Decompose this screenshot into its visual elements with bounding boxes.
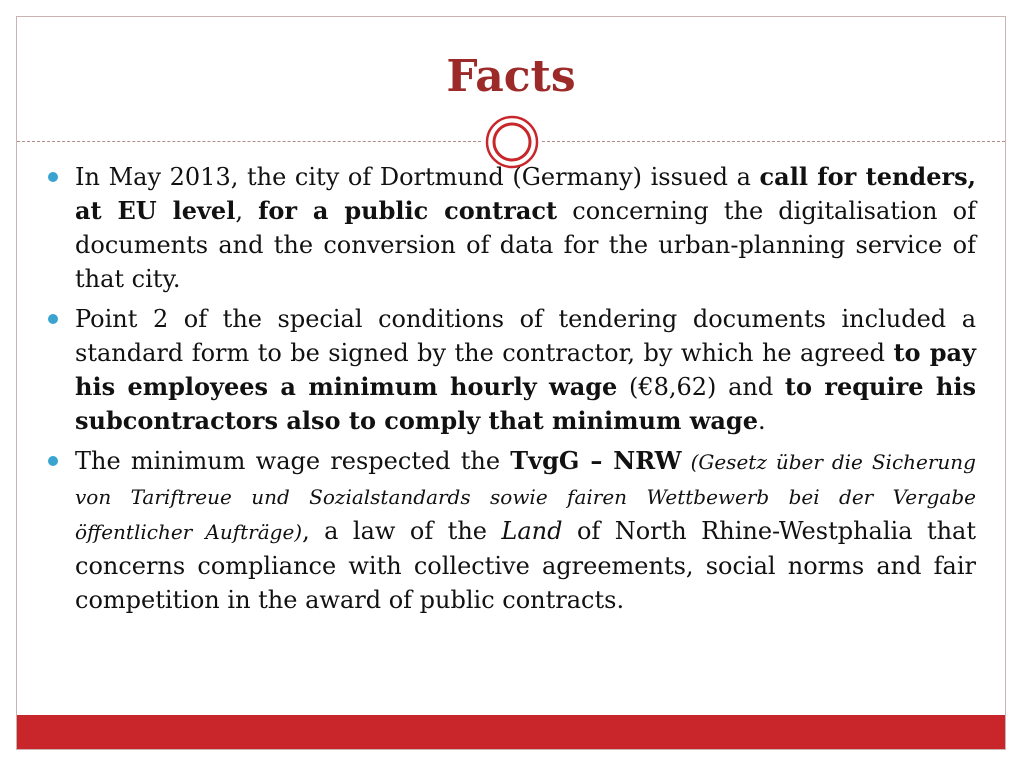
list-item: Point 2 of the special conditions of tendering documents included a standard form to be signed by the contractor, by which he agreed to pay his employees a minimum hourly wage (€8,62) and to require his subcontractors also to comply that minimum wage. [48,302,976,438]
bullet-dot-icon [48,314,58,324]
bullet-dot-icon [48,172,58,182]
list-item: In May 2013, the city of Dortmund (Germany) issued a call for tenders, at EU level, for a public contract concerning the digitalisation of documents and the conversion of data for the urban-planning service of that city. [48,160,976,296]
bullet-dot-icon [48,456,58,466]
facts-list [48,160,976,623]
footer-bar [17,715,1005,749]
slide-title: Facts [446,51,576,102]
title-divider-left [17,141,481,142]
title-divider-right [542,141,1005,142]
list-item: The minimum wage respected the TvgG – NRW (Gesetz über die Sicherung von Tariftreue und Sozialstandards sowie fairen Wettbewerb bei der Vergabe öffentlicher Aufträge), a law of the Land of North Rhine-Westphalia that concerns compliance with collective agreements, social norms and fair competition in the award of public contracts. [48,444,976,617]
